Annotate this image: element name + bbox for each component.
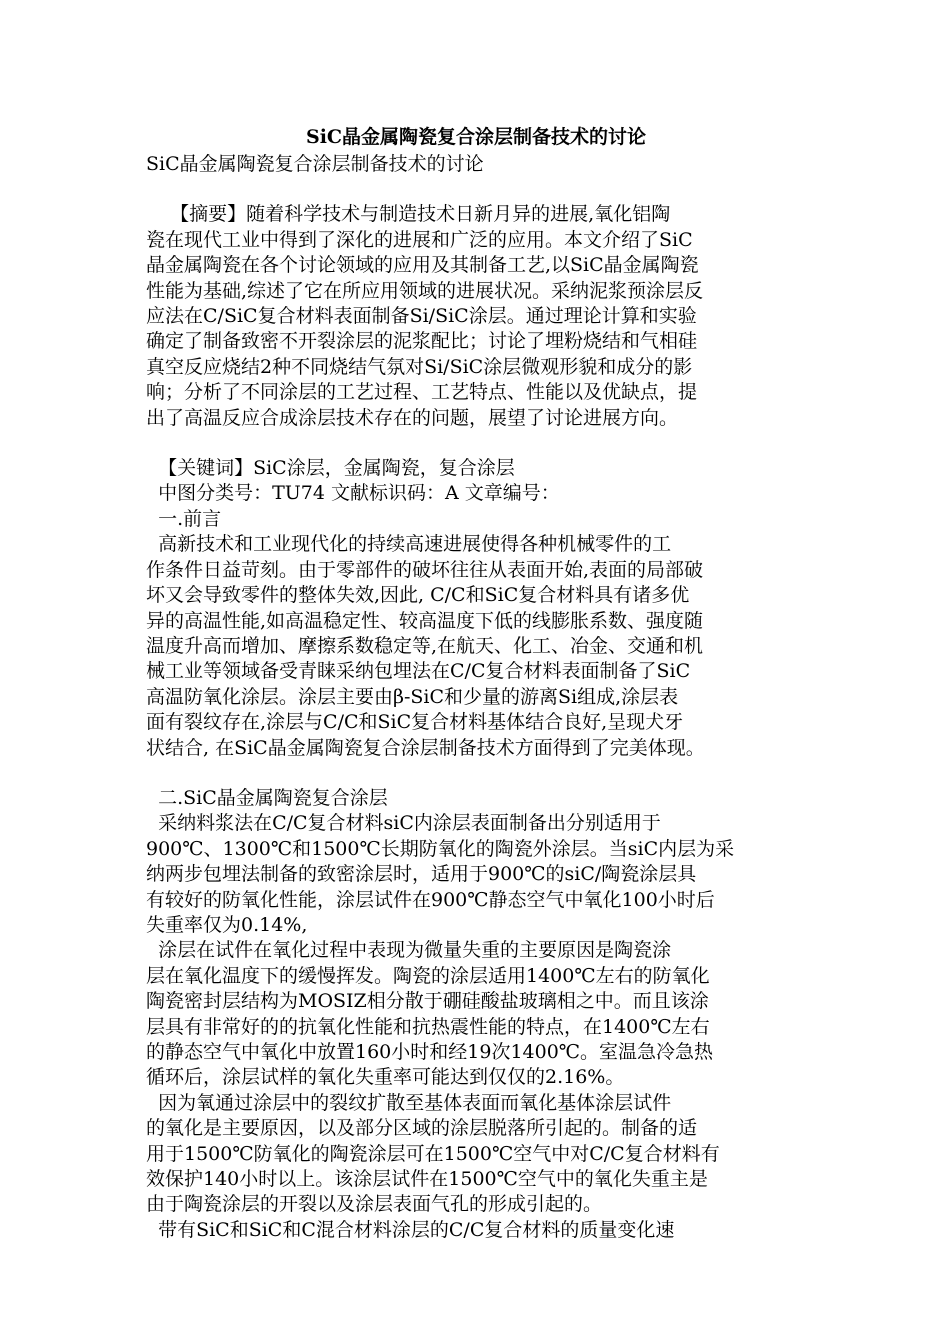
document-subtitle: SiC晶金属陶瓷复合涂层制备技术的讨论 — [146, 153, 484, 175]
text-line: 的静态空气中氧化中放置160小时和经19次1400℃。室温急冷急热 — [146, 1041, 714, 1063]
text-line: 确定了制备致密不开裂涂层的泥浆配比；讨论了埋粉烧结和气相硅 — [146, 330, 698, 353]
paragraph-gap — [146, 431, 806, 456]
text-line: 失重率仅为0.14%, — [146, 913, 308, 936]
abstract-paragraph — [146, 202, 806, 431]
intro-section — [146, 456, 806, 761]
document-title: SiC晶金属陶瓷复合涂层制备技术的讨论 — [305, 126, 647, 148]
section-heading: 二.SiC晶金属陶瓷复合涂层 — [146, 786, 388, 809]
text-line: 应法在C/SiC复合材料表面制备Si/SiC涂层。通过理论计算和实验 — [146, 305, 697, 328]
document-page — [146, 122, 806, 1243]
text-line: 由于陶瓷涂层的开裂以及涂层表面气孔的形成引起的。 — [146, 1193, 603, 1216]
text-line: 陶瓷密封层结构为MOSIZ相分散于硼硅酸盐玻璃相之中。而且该涂 — [146, 990, 709, 1013]
text-line: 出了高温反应合成涂层技术存在的问题，展望了讨论进展方向。 — [146, 406, 679, 429]
text-line: 效保护140小时以上。该涂层试件在1500℃空气中的氧化失重主是 — [146, 1168, 708, 1191]
text-line: 采纳料浆法在C/C复合材料siC内涂层表面制备出分别适用于 — [146, 812, 661, 835]
text-line: 温度升高而增加、摩擦系数稳定等,在航天、化工、冶金、交通和机 — [146, 634, 704, 657]
classification-line: 中图分类号：TU74 文献标识码：A 文章编号： — [146, 482, 560, 505]
text-line: 面有裂纹存在,涂层与C/C和SiC复合材料基体结合良好,呈现犬牙 — [146, 711, 684, 734]
text-line: 的氧化是主要原因，以及部分区域的涂层脱落所引起的。制备的适 — [146, 1117, 698, 1140]
text-line: 高温防氧化涂层。涂层主要由β-SiC和少量的游离Si组成,涂层表 — [146, 685, 679, 708]
text-line: 真空反应烧结2种不同烧结气氛对Si/SiC涂层微观形貌和成分的影 — [146, 355, 693, 378]
text-line: 用于1500℃防氧化的陶瓷涂层可在1500℃空气中对C/C复合材料有 — [146, 1142, 720, 1165]
text-line: 纳两步包埋法制备的致密涂层时，适用于900℃的siC/陶瓷涂层具 — [146, 863, 697, 886]
keywords-line: 【关键词】SiC涂层，金属陶瓷，复合涂层 — [146, 457, 515, 480]
paragraph-gap — [146, 761, 806, 786]
text-line: 状结合, 在SiC晶金属陶瓷复合涂层制备技术方面得到了完美体现。 — [146, 736, 705, 759]
text-line: 作条件日益苛刻。由于零部件的破坏往往从表面开始,表面的局部破 — [146, 558, 704, 581]
text-line: 涂层在试件在氧化过程中表现为微量失重的主要原因是陶瓷涂 — [146, 939, 672, 962]
paragraph-gap — [146, 177, 806, 202]
text-line: 高新技术和工业现代化的持续高速进展使得各种机械零件的工 — [146, 533, 672, 556]
text-line: 层在氧化温度下的缓慢挥发。陶瓷的涂层适用1400℃左右的防氧化 — [146, 964, 710, 987]
text-line: 响；分析了不同涂层的工艺过程、工艺特点、性能以及优缺点，提 — [146, 381, 698, 404]
text-line: 900℃、1300℃和1500℃长期防氧化的陶瓷外涂层。当siC内层为采 — [146, 837, 735, 860]
text-line: 瓷在现代工业中得到了深化的进展和广泛的应用。本文介绍了SiC — [146, 228, 693, 251]
text-line: 坏又会导致零件的整体失效,因此, C/C和SiC复合材料具有诸多优 — [146, 584, 690, 607]
section-two — [146, 786, 806, 1243]
text-line: 【摘要】随着科学技术与制造技术日新月异的进展,氧化铝陶 — [146, 203, 671, 226]
text-line: 带有SiC和SiC和C混合材料涂层的C/C复合材料的质量变化速 — [146, 1218, 675, 1241]
text-line: 因为氧通过涂层中的裂纹扩散至基体表面而氧化基体涂层试件 — [146, 1091, 672, 1114]
section-heading: 一.前言 — [146, 507, 222, 530]
text-line: 械工业等领域备受青睐采纳包埋法在C/C复合材料表面制备了SiC — [146, 660, 691, 683]
text-line: 晶金属陶瓷在各个讨论领域的应用及其制备工艺,以SiC晶金属陶瓷 — [146, 254, 699, 277]
text-line: 有较好的防氧化性能，涂层试件在900℃静态空气中氧化100小时后 — [146, 888, 715, 911]
text-line: 性能为基础,综述了它在所应用领域的进展状况。采纳泥浆预涂层反 — [146, 279, 704, 302]
text-line: 异的高温性能,如高温稳定性、较高温度下低的线膨胀系数、强度随 — [146, 609, 704, 632]
text-line: 循环后，涂层试样的氧化失重率可能达到仅仅的2.16%。 — [146, 1066, 625, 1089]
text-line: 层具有非常好的的抗氧化性能和抗热震性能的特点，在1400℃左右 — [146, 1015, 710, 1038]
